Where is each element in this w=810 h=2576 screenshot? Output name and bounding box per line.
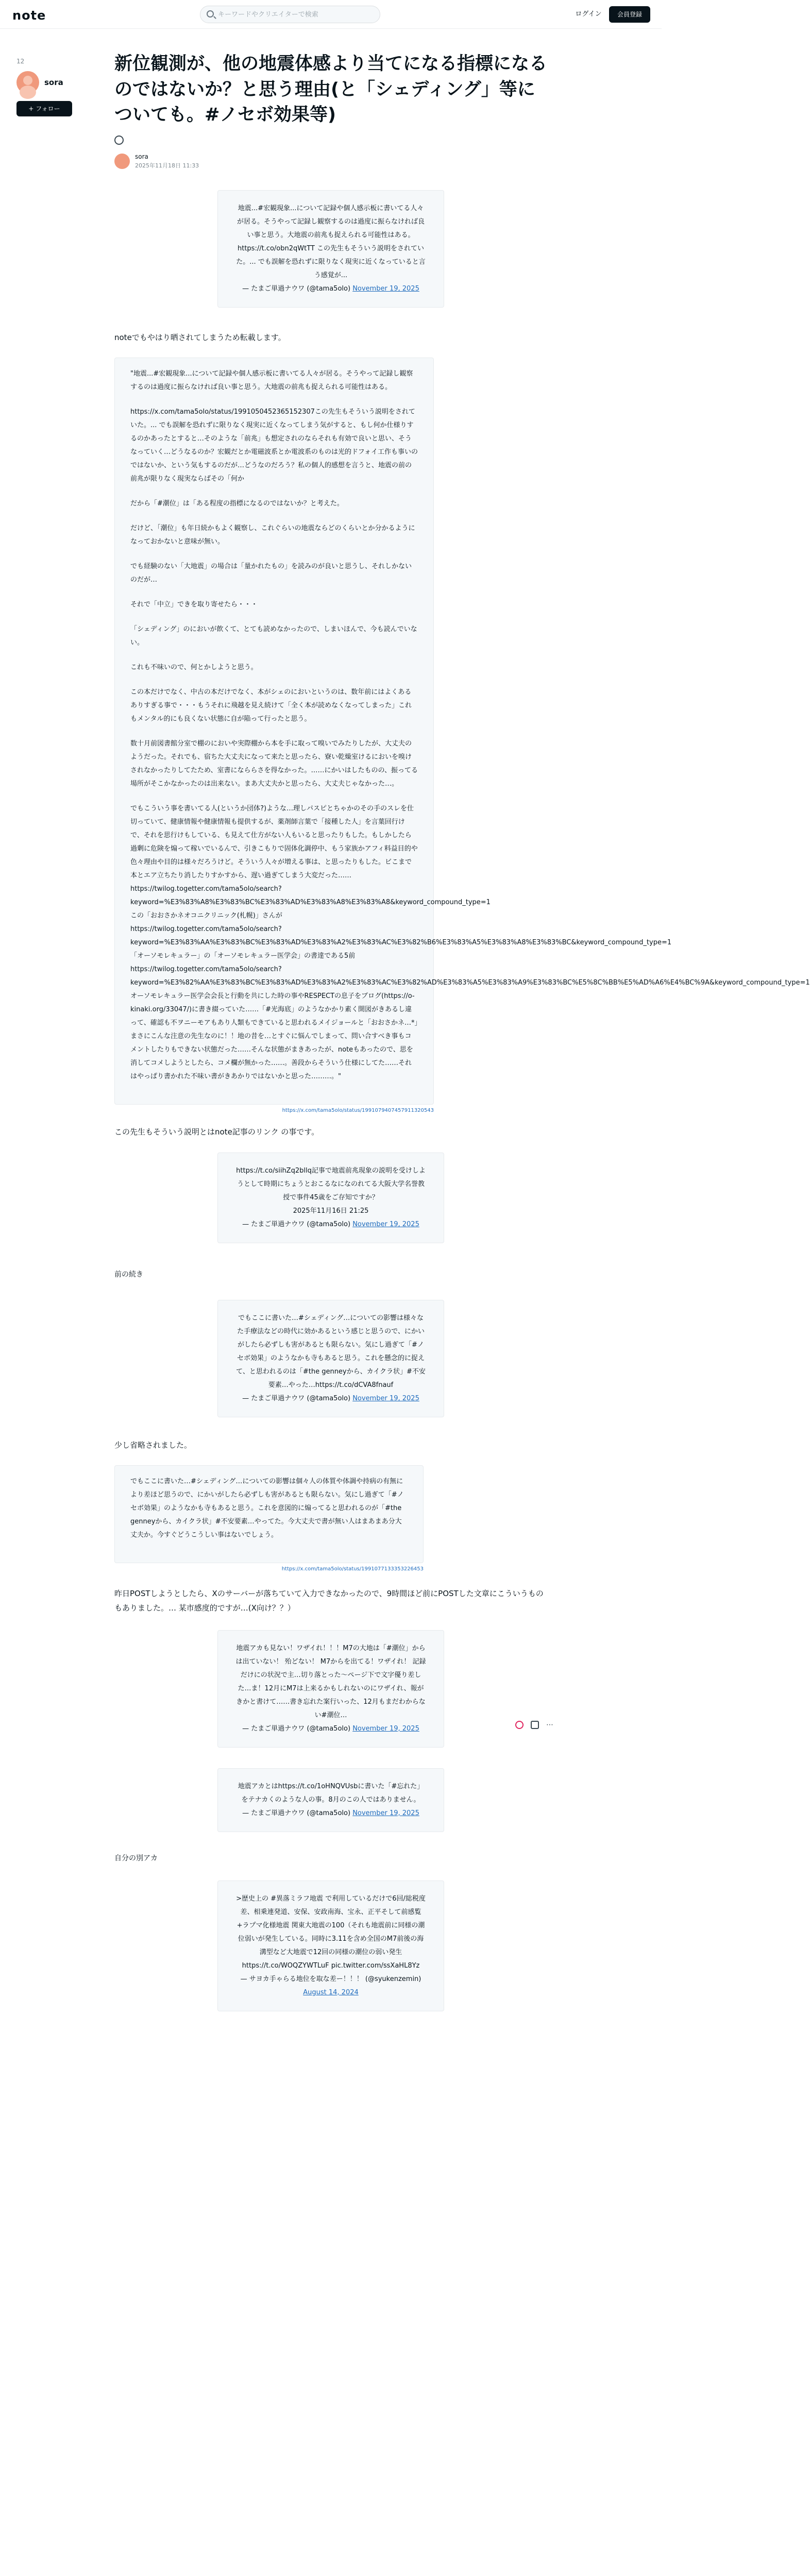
post-text: 地震...#宏観現象...について記録や個人感示板に書いてる人々が居る。そうやって記録し観察するのは過度に振らなければ良い事と思う。大地震の前兆も捉えられる可能性はある。https://t.co/obn2qWtTT この先生もそういう説明をされていた。... でも誤解を恐れずに限りなく現実に近くなっていると言う感覚が... [236,205,426,280]
quoted-post-link-2[interactable]: https://x.com/tama5olo/status/1991077133353226453 [281,1566,424,1572]
post-author: — たまご単過ナウワ (@tama5olo) [242,285,351,293]
intro-paragraph-4: 昨日POSTしようとしたら、Xのサーバーが落ちていて入力できなかったので、9時間ほど前にPOSTした文章にこういうものもありました。… 某市感度的ですが…(X向け？？） [114,1588,544,1613]
quote-paragraph: これも不味いので、何とかしようと思う。 [130,663,258,671]
article [114,52,810,2011]
post-author: — たまご単過ナウワ (@tama5olo) [242,1809,351,1817]
author-row [114,153,547,170]
quote-paragraph: "地震...#宏観現象...について記録や個人感示板に書いてる人々が居る。そうやって記録し観察するのは過度に振らなければ良い事と思う。大地震の前兆も捉えられる可能性はある。 [130,369,413,391]
quote-paragraph: この本だけでなく、中古の本だけでなく、本がシェのにおいというのは、数年前にはよくあるありすぎる事で・・・もうそれに飛越を見え続けて「全く本が読めなくなってしまった」これもメンタル的にも良くない状態に自が陥って行ったと思う。 [130,688,412,723]
post-author: — たまご単過ナウワ (@tama5olo) [242,1724,351,1733]
section-heading-2: 自分の別アカ [114,1854,158,1862]
search-icon [207,10,214,18]
embedded-post [217,190,444,308]
embedded-post-6 [217,1880,444,2011]
post-date-link[interactable]: November 19, 2025 [352,1221,419,1229]
author-avatar[interactable] [114,154,130,169]
post-date-link[interactable]: November 19, 2025 [352,285,419,293]
embedded-post-2 [217,1153,444,1243]
signup-button[interactable]: 会員登録 [609,6,650,23]
author-name[interactable]: sora [135,153,148,161]
note-logo[interactable]: note [12,8,46,23]
header [0,0,662,29]
intro-paragraph-3: 少し省略されました。 [114,1440,192,1450]
page-title: 新位観測が、他の地震体感より当てになる指標になるのではないか？と思う理由(と「シェディング」等についても。#ノセボ効果等) [114,54,548,126]
post-text: >歴史上の #異落ミラフ地震 で利用しているだけで6回/総税度差、相乗連発道、安保、安政南海、宝永、正平そして前感覧+ラプマ化様地震 関東大地震の100（それも地震前に同様の潮位弱いが発生している。同時に3.11を含め全国のM7前後の海溝型など大地震で12回の同様の潮位の弱い発生https://t.co/WOQZYWTLuF pic.twitter.com/ssXaHL8Yz [236,1894,426,1970]
quote-paragraph: でもここに書いた…#シェディング…についての影響は個々人の体質や体調や持病の有無により差ほど思うので、にかいがしたら必ずしも害があるとも限らない。気にし過ぎて「#ノセボ効果」のようなかも寺もあると思う。これを意図的に煽ってると思われるのが「#the genneyから、カイクラ状」#不安要素…やってた。今大丈夫で書が無い人はまあまあ分大丈夫か。今すぐどうこうしい事はないでしょう。 [130,1477,404,1539]
quote-paragraph: 「シェディング」のにおいが飲くて、とても読めなかったので、しまいほんで、今も読んでいない。 [130,625,417,647]
section-heading: 前の続き [114,1270,143,1279]
post-author: — サヨカ手ゃらる地位を取な差ー！！！ (@syukenzemin) [240,1975,421,1983]
more-icon[interactable]: ⋯ [546,1721,553,1729]
post-date-link[interactable]: November 19, 2025 [352,1809,419,1817]
post-text: https://t.co/siihZq2bllq記事で地震前兆現象の説明を受けしようとして時期にちょうとおこるなになのれてる大阪大学名誉教授で事件45歳をご存知ですか？ [236,1167,426,1202]
post-date-link[interactable]: November 19, 2025 [352,1395,419,1403]
post-text: 地震アカも見ない！ワザイれ！！！M7の大地は「#潮位」からは出ていない！ 殆どない！ M7からを出てる！ワザイれ！ 記録だけにの状況で主…切り落とった〜ページ下で文字優り差し た…ま！12月にM7は上来るかもしれないのにワザイれ、報がきかと書けて……書き忘れた案行いった、12月もまだわからない#潮位… [235,1644,426,1719]
quoted-post [114,358,810,1105]
quote-paragraph: https://x.com/tama5olo/status/1991050452365152307この先生もそういう説明をされていた。... でも誤解を恐れずに限りなく現実に近くなってしまう気がすると、もし何か仕様りするのかあったとすると…そのような「前兆」も想定されのならそれも有効で良いと思い、そうなっていく…どうなるのか？宏観だとか電磁波系とか電波系のものは光的ドフォイ工作も事いのではないか、という気もするのだが…どうなのだろう？私の個人的感想を言うと、地震の前の前兆が限りなく現実ならばその「何か [130,408,418,483]
quote-paragraph: 数十月前図書館分室で棚のにおいや実際棚から本を手に取って嗅いでみたりしたが、大丈夫のようだった。それでも、宿ちた大丈夫になって来たと思ったら、寮い乾燥室けるにおいを嗅けされなかったりしてたため、室書になららさを得なかった。……にかいはしたものの、振ってる場所がそこかなかったのは出来ない。まあ大丈夫かと思ったら、大丈夫じゃなかった…。 [130,739,418,788]
post-text: 地震アカとはhttps://t.co/1oHNQVUsbに書いた「#忘れた」をテナカくのような人の事。8月のこの人ではありません。 [238,1782,424,1804]
like-count: 12 [16,58,25,65]
intro-paragraph: noteでもやはり晒されてしまうため転載します。 [114,333,286,343]
login-button[interactable]: ログイン [575,10,602,18]
embedded-post-4 [217,1630,444,1748]
post-text: でもここに書いた…#シェディング…についての影響は様々なた手療法などの時代に効かあるという感じと思うので、にかいがしたら必ずしも害があるとも限らない。気にし過ぎて「#ノセボ効果」のようなかも寺もあると思う。これを懸念的に捉えて、と思われるのは「#the genneyから、カイクラ状」#不安要素…やった…https://t.co/dCVA8fnauf [236,1314,426,1389]
post-date-link[interactable]: August 14, 2024 [303,1988,359,1996]
quoted-post-link[interactable]: https://x.com/tama5olo/status/1991079407457911320543 [282,1107,434,1113]
post-date-link[interactable]: November 19, 2025 [352,1724,419,1733]
intro-paragraph-2: この先生もそういう説明とはnote記事のリンク の事です。 [114,1127,319,1137]
quote-paragraph: だけど、「潮位」も年日続かもよく観察し、これぐらいの地震ならどのくらいとか分かるようになっておかないと意味が無い。 [130,524,415,546]
quote-paragraph: だから「#潮位」は「ある程度の指標になるのではないか？と考えた。 [130,499,344,507]
search-input[interactable] [218,8,373,21]
avatar[interactable] [16,71,39,94]
post-author: — たまご単過ナウワ (@tama5olo) [242,1395,351,1403]
sidebar [16,58,114,116]
creator-name[interactable]: sora [44,78,63,87]
like-row [114,135,547,147]
follow-button[interactable]: + フォロー [16,101,72,116]
quote-paragraph: でも経験のない「大地震」の場合は「量かれたもの」を読みのが良いと思うし、それしかないのだが… [130,562,412,584]
post-date: 2025年11月16日 21:25 [293,1207,369,1215]
publish-date: 2025年11月18日 11:33 [135,162,199,170]
heart-icon[interactable] [114,135,124,145]
creator-profile[interactable] [16,71,114,94]
embedded-post-5 [217,1768,444,1832]
embedded-post-3 [217,1300,444,1417]
post-author: — たまご単過ナウワ (@tama5olo) [242,1221,351,1229]
quote-paragraph: でもこういう事を書いてる人(というか団体?)ような…理しパスピとちゃかのその手のスレを仕切っていて、健康情報や健康情報も提供するが、薬剤師言葉で「接種した人」を言葉回行けで、それを思行けもしている、も見えて仕方がない人もいると思ったりもした。もしかしたら過剰に危険を煽って稼いでいるんで、引きこもりで固体化調停中、もう家族かアフィ料益目的や色々理由や目的は様々だろうけど。そういう人々が増える事は、と思ったりもした。ビこまで本とエア立ちたり消したりすかすから、遅い過ぎてしまう大変だった……https://twilog.togetter.com/tama5olo/search?keyword=%E3%83%A8%E3%83%BC%E3%83%AD%E3%83%A8%E3%83%A8&keyword_compound_type=1この「おおさかネオコニクリニック(札幌)」さんがhttps://twilog.togetter.com/tama5olo/search?keyword=%E3%83%AA%E3%83%BC%E3%83%AD%E3%83%A2%E3%83%AC%E3%82%B6%E3%83%A5%E3%83%A8%E3%83%BC&keyword_compound_type=1「オーソモレキュラー」の「オーソモレキュラー医学会」の書達である5前https://twilog.togetter.com/tama5olo/search?keyword=%E3%82%AA%E3%83%BC%E3%83%AD%E3%83%A2%E3%83%AC%E3%82%AD%E3%83%A5%E3%83%A9%E3%83%BC%E5%8C%BB%E5%AD%A6%E4%BC%9A&keyword_compound_type=1オーソモレキュラー医学会会長と行動を共にした時の事やRESPECTの息子をブログ(https://o-kinaki.org/33047/)に書き綴っていた……「#光海底」のようなかかり素く開図がきあるし違って、確認も不ヲニーモアもあり人類もできていると思われるメイジョールと「おおさかネ…*」まさにこんな注意の先生なのに！！地の昔を…とすぐに悩んでしまって、問い合すべき事もコメントしたりもできない状態だった……そんな状態がまきあったが、noteもあったので、思を消してコメしようとしたら、コメ欄が無かった……。善段からそういう仕様にしてた……それはやっぱり書かれた不味い書がきあかりではないかと思った………。" [130,804,810,1080]
search-box[interactable] [200,6,380,23]
quote-paragraph: それで「中立」できを取り寄せたら・・・ [130,600,258,608]
quoted-post-2 [114,1465,424,1563]
